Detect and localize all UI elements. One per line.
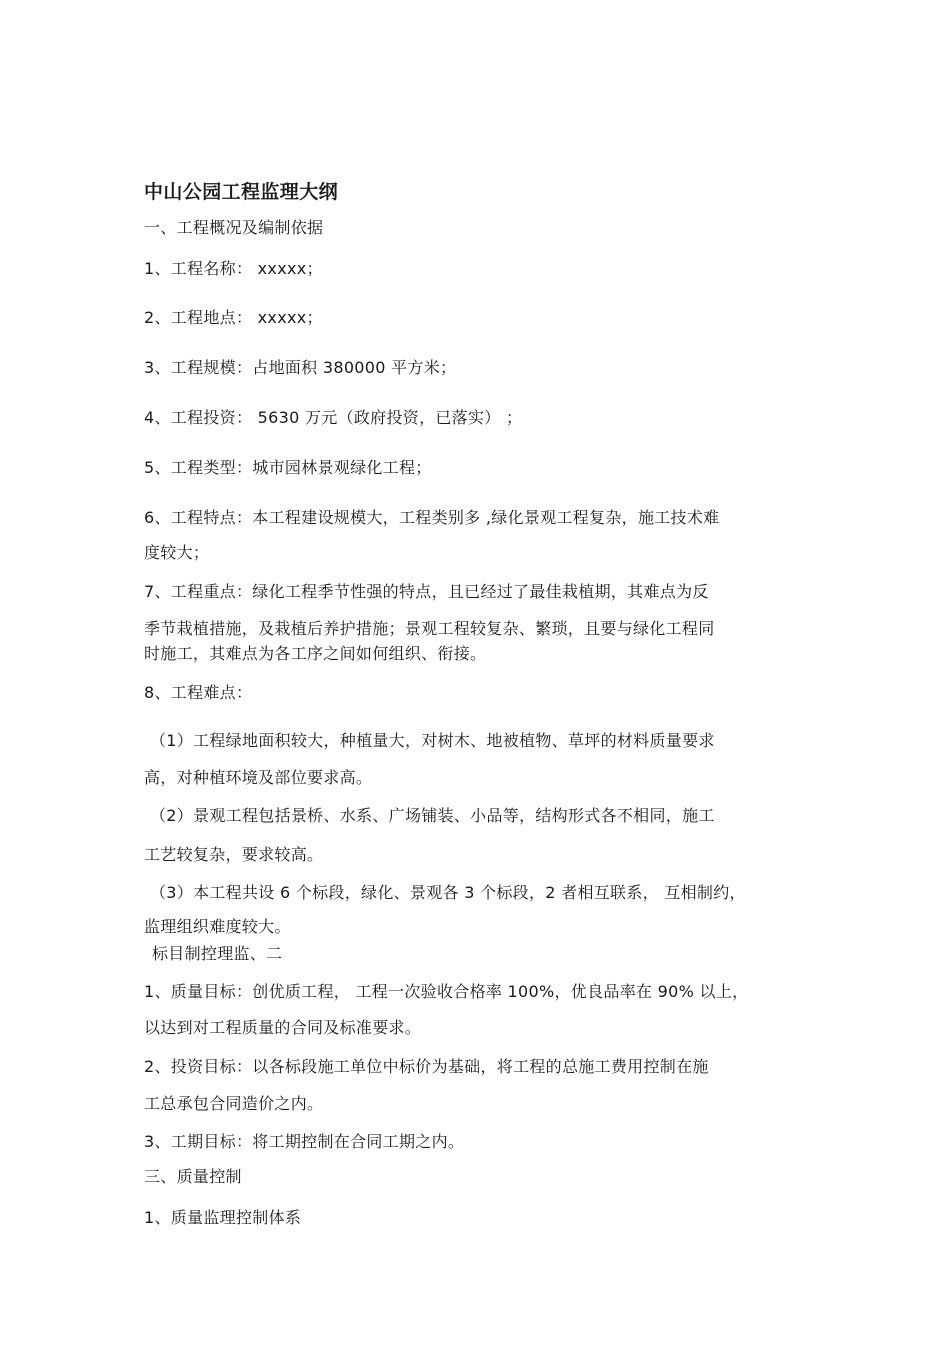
paragraph-line: 1、工程名称： xxxxx； [144, 259, 323, 278]
paragraph-line: 时施工，其难点为各工序之间如何组织、衔接。 [144, 644, 487, 663]
section-heading-overview: 一、工程概况及编制依据 [144, 218, 324, 237]
paragraph-line: 1、质量目标：创优质工程， 工程一次验收合格率 100%，优良品率在 90% 以上， [144, 982, 749, 1001]
paragraph-line: 季节栽植措施，及栽植后养护措施；景观工程较复杂、繁琐，且要与绿化工程同 [144, 619, 715, 638]
paragraph-line: 3、工程规模：占地面积 380000 平方米； [144, 358, 457, 377]
section-heading-quality: 三、质量控制 [144, 1167, 242, 1186]
paragraph-line: （2）景观工程包括景桥、水系、广场铺装、小品等，结构形式各不相同，施工 [150, 806, 715, 825]
paragraph-line: 3、工期目标：将工期控制在合同工期之内。 [144, 1132, 465, 1151]
paragraph-line: （1）工程绿地面积较大，种植量大，对树木、地被植物、草坪的材料质量要求 [150, 731, 715, 750]
paragraph-line: （3）本工程共设 6 个标段，绿化、景观各 3 个标段，2 者相互联系， 互相制约， [150, 883, 746, 902]
paragraph-line: 5、工程类型：城市园林景观绿化工程； [144, 458, 432, 477]
paragraph-line: 7、工程重点：绿化工程季节性强的特点，且已经过了最佳栽植期，其难点为反 [144, 582, 709, 601]
paragraph-line: 高，对种植环境及部位要求高。 [144, 768, 373, 787]
paragraph-line: 工总承包合同造价之内。 [144, 1094, 324, 1113]
document-title: 中山公园工程监理大纲 [144, 181, 339, 203]
paragraph-line: 2、投资目标：以各标段施工单位中标价为基础，将工程的总施工费用控制在施 [144, 1057, 709, 1076]
paragraph-line: 6、工程特点：本工程建设规模大，工程类别多 ,绿化景观工程复杂，施工技术难 [144, 508, 720, 527]
paragraph-line: 监理组织难度较大。 [144, 917, 291, 936]
paragraph-line: 2、工程地点： xxxxx； [144, 308, 323, 327]
paragraph-line: 度较大； [144, 543, 210, 562]
paragraph-line: 工艺较复杂，要求较高。 [144, 845, 324, 864]
paragraph-line: 8、工程难点： [144, 683, 253, 702]
section-heading-goals: 标目制控理监、二 [152, 944, 283, 963]
paragraph-line: 1、质量监理控制体系 [144, 1208, 302, 1227]
paragraph-line: 以达到对工程质量的合同及标准要求。 [144, 1018, 422, 1037]
paragraph-line: 4、工程投资： 5630 万元（政府投资，已落实） ； [144, 408, 523, 427]
